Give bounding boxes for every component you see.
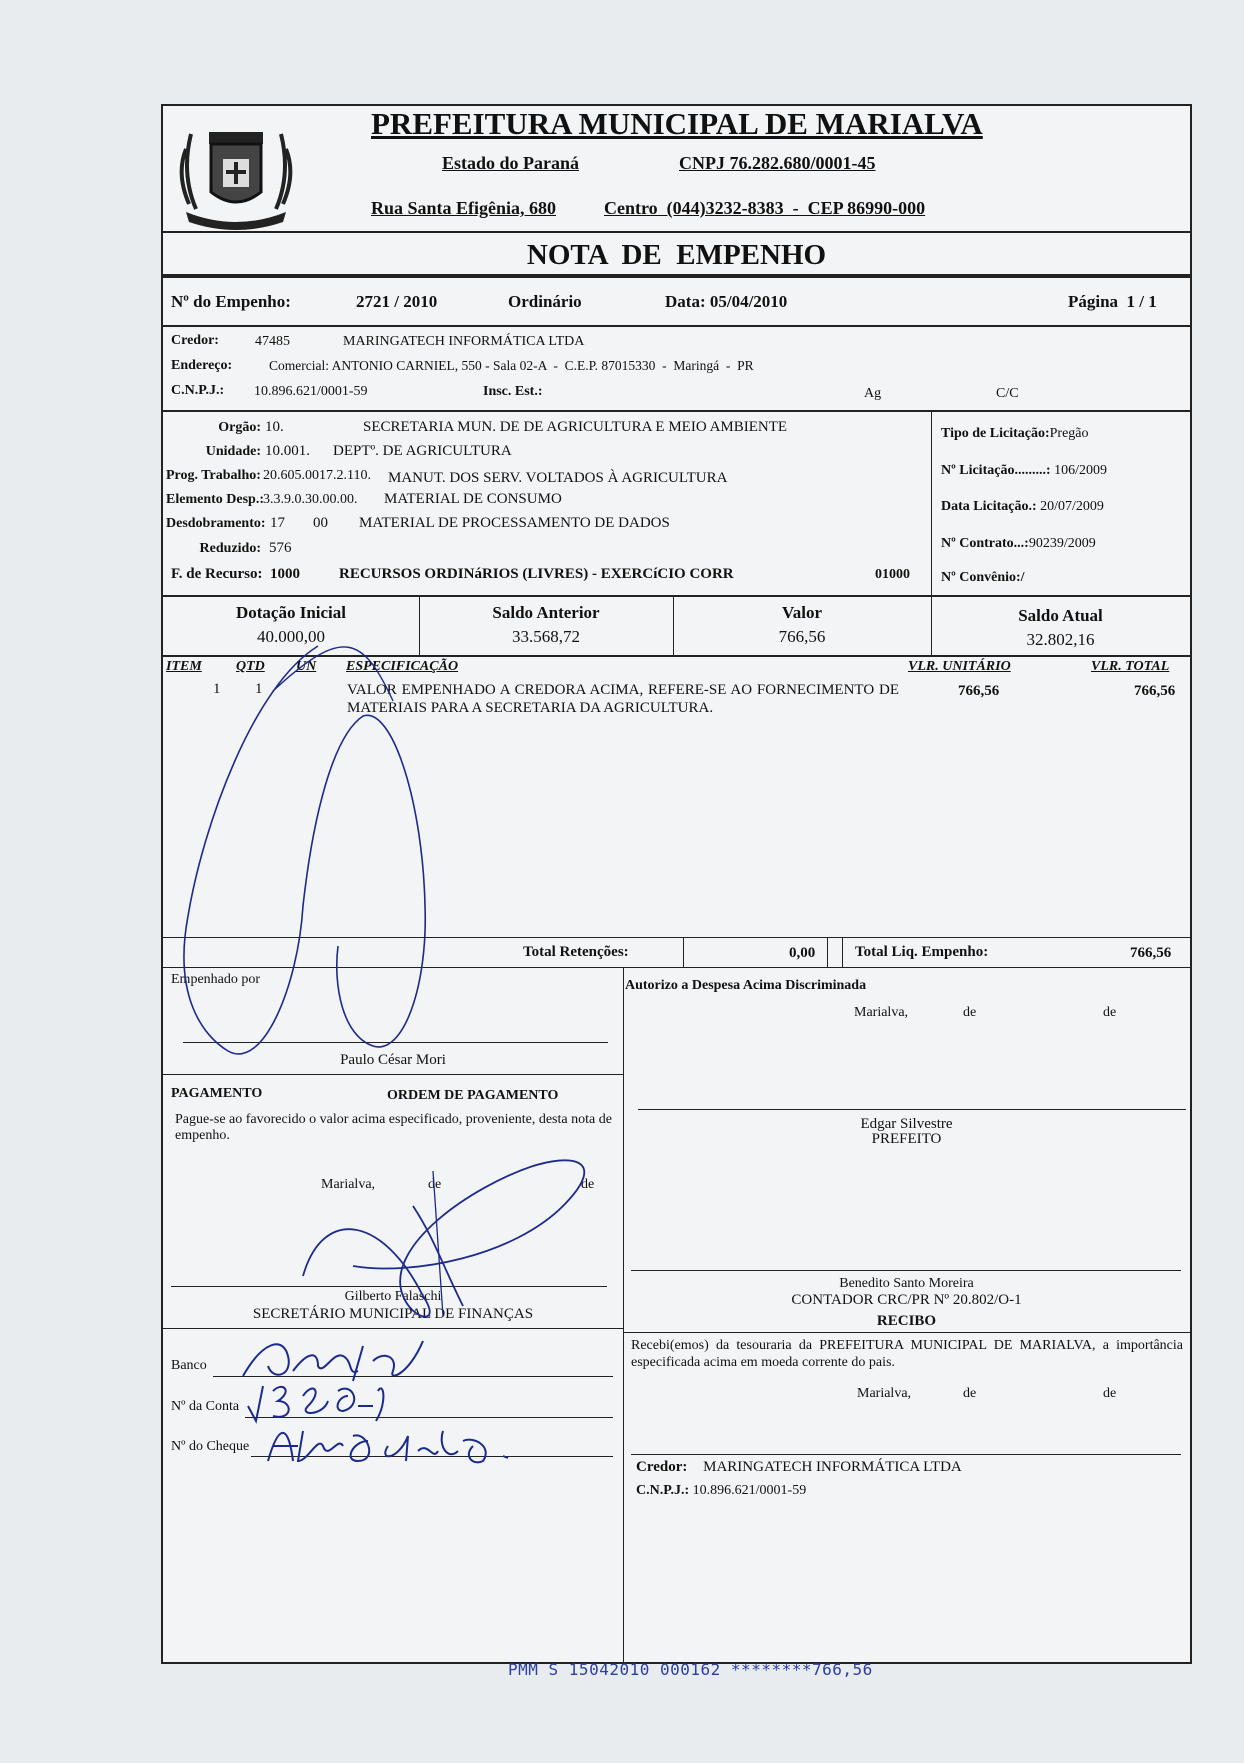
col-unit: VLR. UNITÁRIO <box>908 659 1011 674</box>
empenho-type: Ordinário <box>508 292 582 311</box>
contrato-label: Nº Contrato...: <box>941 536 1029 551</box>
desdob-sub: 00 <box>313 515 328 531</box>
row-qtd: 1 <box>255 681 263 697</box>
recibo-credor-name: MARINGATECH INFORMÁTICA LTDA <box>703 1459 962 1475</box>
row-unit: 766,56 <box>958 683 1000 699</box>
saldo-atual-label: Saldo Atual <box>1018 606 1103 625</box>
reduzido-label: Reduzido: <box>199 541 261 556</box>
recurso-code: 1000 <box>270 566 300 582</box>
autorizo-place: Marialva, <box>854 1005 909 1020</box>
cheque-label: Nº do Cheque <box>171 1439 250 1454</box>
unidade-code: 10.001. <box>265 443 310 459</box>
num-licitacao: 106/2009 <box>1054 463 1107 478</box>
desdob-code: 17 <box>270 515 285 531</box>
unidade-name: DEPTº. DE AGRICULTURA <box>333 443 512 459</box>
conta-label: Nº da Conta <box>171 1399 240 1414</box>
col-spec: ESPECIFICAÇÃO <box>346 659 459 674</box>
cc-label: C/C <box>996 386 1019 401</box>
prog-label: Prog. Trabalho: <box>166 468 261 483</box>
liquido-label: Total Liq. Empenho: <box>855 944 989 960</box>
header-contact: Centro (044)3232-8383 - CEP 86990-000 <box>604 198 926 218</box>
elemento-code: 3.3.9.0.30.00.00. <box>263 492 358 507</box>
handwriting-cheque <box>258 1416 518 1471</box>
row-item: 1 <box>213 681 221 697</box>
footer-stamp: PMM S 15042010 000162 ********766,56 <box>508 1660 873 1679</box>
ordem-de-2: de <box>581 1177 595 1192</box>
orgao-name: SECRETARIA MUN. DE DE AGRICULTURA E MEIO AMBIENTE <box>363 419 788 435</box>
empenho-number: 2721 / 2010 <box>356 292 438 311</box>
valor-value: 766,56 <box>778 627 826 646</box>
recurso-label: F. de Recurso: <box>171 566 263 582</box>
orgao-label: Orgão: <box>218 420 261 435</box>
col-total: VLR. TOTAL <box>1091 659 1170 674</box>
autorizo-text: Autorizo a Despesa Acima Discriminada <box>625 978 867 993</box>
credor-label: Credor: <box>171 333 219 348</box>
coat-of-arms-logo <box>171 114 301 234</box>
banco-label: Banco <box>171 1358 207 1373</box>
recibo-de-2: de <box>1103 1386 1117 1401</box>
recurso-name: RECURSOS ORDINáRIOS (LIVRES) - EXERCíCIO CORR <box>339 566 734 582</box>
autorizo-de-2: de <box>1103 1005 1117 1020</box>
contador-name: Benedito Santo Moreira <box>839 1276 974 1291</box>
recibo-credor-label: Credor: <box>636 1459 688 1475</box>
contrato: 90239/2009 <box>1028 536 1096 551</box>
valor-label: Valor <box>782 603 822 622</box>
prefeito-name: Edgar Silvestre <box>860 1116 953 1132</box>
row-spec: VALOR EMPENHADO A CREDORA ACIMA, REFERE-SE AO FORNECIMENTO DE MATERIAIS PARA A SECRETARIA DA AGRICULTURA. <box>347 682 899 716</box>
col-un: UN <box>296 659 317 674</box>
saldo-anterior-value: 33.568,72 <box>512 627 580 646</box>
ordem-de-1: de <box>428 1177 442 1192</box>
dotacao-value: 40.000,00 <box>257 627 325 646</box>
recibo-text: Recebi(emos) da tesouraria da PREFEITURA MUNICIPAL DE MARIALVA, a importância especificada acima em moeda corrente do pais. <box>631 1338 1183 1370</box>
desdob-name: MATERIAL DE PROCESSAMENTO DE DADOS <box>359 515 670 531</box>
credor-cnpj: 10.896.621/0001-59 <box>254 384 368 399</box>
elemento-label: Elemento Desp.: <box>166 492 264 507</box>
num-licitacao-label: Nº Licitação.........: <box>941 463 1051 478</box>
recibo-cnpj-label: C.N.P.J.: <box>636 1483 690 1498</box>
prefeito-title: PREFEITO <box>871 1131 942 1147</box>
orgao-code: 10. <box>265 419 284 435</box>
credor-address: Comercial: ANTONIO CARNIEL, 550 - Sala 02-A - C.E.P. 87015330 - Maringá - PR <box>269 358 754 373</box>
retencoes-label: Total Retenções: <box>523 944 629 960</box>
header-state: Estado do Paraná <box>442 153 580 173</box>
prog-name: MANUT. DOS SERV. VOLTADOS À AGRICULTURA <box>388 470 728 486</box>
recibo-cnpj: 10.896.621/0001-59 <box>692 1483 807 1498</box>
credor-code: 47485 <box>255 334 290 349</box>
empenho-number-label: Nº do Empenho: <box>171 292 291 311</box>
empenhado-name: Paulo César Mori <box>340 1052 446 1068</box>
secretario-title: SECRETÁRIO MUNICIPAL DE FINANÇAS <box>252 1306 534 1322</box>
contador-title: CONTADOR CRC/PR Nº 20.802/O-1 <box>791 1292 1022 1308</box>
pagamento-label: PAGAMENTO <box>171 1086 263 1101</box>
pague-text: Pague-se ao favorecido o valor acima especificado, proveniente, desta nota de empenho. <box>175 1112 612 1143</box>
doc-title: NOTA DE EMPENHO <box>526 239 827 271</box>
handwriting-banco <box>233 1331 433 1386</box>
recibo-title: RECIBO <box>876 1313 937 1329</box>
ordem-pagamento-label: ORDEM DE PAGAMENTO <box>387 1088 559 1103</box>
desdob-label: Desdobramento: <box>166 516 266 531</box>
prog-code: 20.605.0017.2.110. <box>263 468 371 483</box>
recurso-num: 01000 <box>875 567 910 582</box>
header-address: Rua Santa Efigênia, 680 <box>371 198 557 218</box>
col-item: ITEM <box>166 659 202 674</box>
convenio-label: Nº Convênio:/ <box>941 570 1025 585</box>
retencoes-value: 0,00 <box>789 945 816 961</box>
recibo-place: Marialva, <box>857 1386 912 1401</box>
unidade-label: Unidade: <box>205 444 261 459</box>
cnpj-label: C.N.P.J.: <box>171 383 225 398</box>
credor-name: MARINGATECH INFORMÁTICA LTDA <box>343 334 585 349</box>
autorizo-de-1: de <box>963 1005 977 1020</box>
page-number: Página 1 / 1 <box>1068 292 1157 311</box>
tipo-licitacao-label: Tipo de Licitação: <box>941 426 1050 441</box>
tipo-licitacao: Pregão <box>1049 426 1089 441</box>
header-cnpj: CNPJ 76.282.680/0001-45 <box>679 153 876 173</box>
insc-est-label: Insc. Est.: <box>483 384 543 399</box>
secretario-name: Gilberto Falaschi <box>344 1289 442 1304</box>
liquido-value: 766,56 <box>1130 945 1172 961</box>
nota-de-empenho-form <box>161 104 1192 1664</box>
data-licitacao: 20/07/2009 <box>1040 499 1104 514</box>
saldo-anterior-label: Saldo Anterior <box>492 603 600 622</box>
ag-label: Ag <box>864 386 882 401</box>
empenho-date: Data: 05/04/2010 <box>665 292 788 311</box>
saldo-atual-value: 32.802,16 <box>1026 630 1095 649</box>
recibo-de-1: de <box>963 1386 977 1401</box>
reduzido-value: 576 <box>269 540 292 556</box>
row-total: 766,56 <box>1134 683 1176 699</box>
data-licitacao-label: Data Licitação.: <box>941 499 1037 514</box>
col-qtd: QTD <box>236 659 265 674</box>
header-title: PREFEITURA MUNICIPAL DE MARIALVA <box>371 106 983 141</box>
dotacao-label: Dotação Inicial <box>235 603 347 622</box>
ordem-place: Marialva, <box>321 1177 376 1192</box>
empenhado-por-label: Empenhado por <box>171 972 261 987</box>
elemento-name: MATERIAL DE CONSUMO <box>384 491 562 507</box>
address-label: Endereço: <box>171 358 233 373</box>
